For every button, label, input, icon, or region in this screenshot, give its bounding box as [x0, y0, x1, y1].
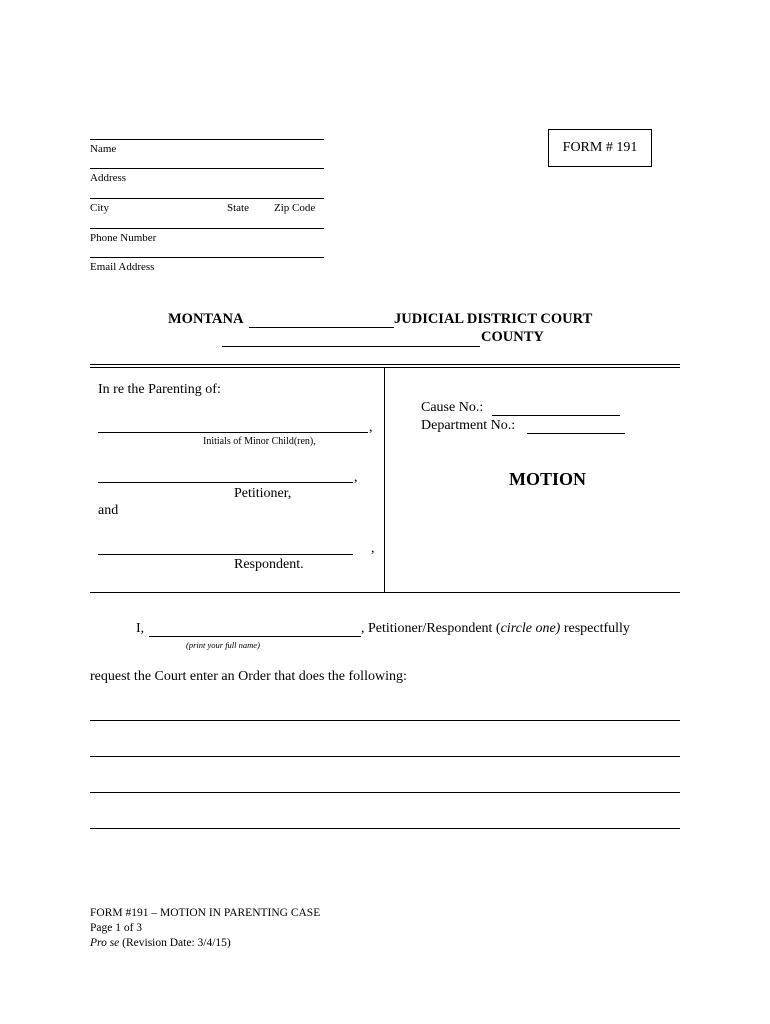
- county-line[interactable]: [222, 346, 480, 347]
- phone-line[interactable]: [90, 228, 324, 229]
- caption-bottom-rule: [90, 592, 680, 593]
- child-initials-comma: ,: [369, 420, 373, 435]
- and-label: and: [98, 503, 119, 518]
- court-county: COUNTY: [481, 329, 544, 345]
- full-name-line[interactable]: [149, 636, 361, 637]
- department-no-line[interactable]: [527, 433, 625, 434]
- name-line[interactable]: [90, 139, 324, 140]
- respondent-line[interactable]: [98, 554, 353, 555]
- cause-no-line[interactable]: [492, 415, 620, 416]
- motion-title: MOTION: [509, 469, 587, 489]
- footer-pro-se: Pro se: [90, 937, 120, 949]
- order-line-4[interactable]: [90, 828, 680, 829]
- petitioner-comma: ,: [354, 470, 358, 485]
- child-initials-line[interactable]: [98, 432, 368, 433]
- footer-form-title: FORM #191 – MOTION IN PARENTING CASE: [90, 907, 321, 919]
- petitioner-respondent-lead: , Petitioner/Respondent (: [361, 621, 501, 636]
- city-line[interactable]: [90, 198, 324, 199]
- petitioner-line[interactable]: [98, 482, 353, 483]
- cause-no-label: Cause No.:: [421, 400, 484, 415]
- department-no-label: Department No.:: [421, 418, 516, 433]
- form-number-box: FORM # 191: [548, 129, 652, 167]
- respondent-comma: ,: [371, 541, 375, 556]
- order-line-1[interactable]: [90, 720, 680, 721]
- respondent-label: Respondent.: [234, 557, 304, 572]
- court-montana: MONTANA: [168, 311, 244, 327]
- petitioner-respondent-text: [361, 621, 630, 637]
- address-label: Address: [90, 172, 127, 184]
- email-line[interactable]: [90, 257, 324, 258]
- district-number-line[interactable]: [249, 327, 394, 328]
- child-initials-label: Initials of Minor Child(ren),: [203, 436, 316, 447]
- court-judicial-district: JUDICIAL DISTRICT COURT: [394, 311, 593, 327]
- print-name-label: (print your full name): [186, 640, 260, 650]
- request-text: request the Court enter an Order that does the following:: [90, 669, 407, 684]
- zip-label: Zip Code: [274, 202, 316, 214]
- state-label: State: [227, 202, 249, 214]
- phone-label: Phone Number: [90, 232, 157, 244]
- order-line-3[interactable]: [90, 792, 680, 793]
- order-line-2[interactable]: [90, 756, 680, 757]
- caption-divider: [384, 367, 385, 592]
- respectfully-text: respectfully: [560, 621, 630, 636]
- in-re-label: In re the Parenting of:: [98, 382, 221, 397]
- address-line[interactable]: [90, 168, 324, 169]
- email-label: Email Address: [90, 261, 155, 273]
- footer-revision: [90, 937, 231, 949]
- caption-top-rule-1: [90, 364, 680, 365]
- name-label: Name: [90, 143, 117, 155]
- footer-revision-date: (Revision Date: 3/4/15): [122, 937, 231, 949]
- circle-one-text: circle one): [500, 621, 561, 636]
- city-label: City: [90, 202, 109, 214]
- petitioner-label: Petitioner,: [234, 486, 292, 501]
- footer-page-number: Page 1 of 3: [90, 922, 143, 934]
- caption-top-rule-2: [90, 367, 680, 368]
- i-label: I,: [136, 621, 145, 636]
